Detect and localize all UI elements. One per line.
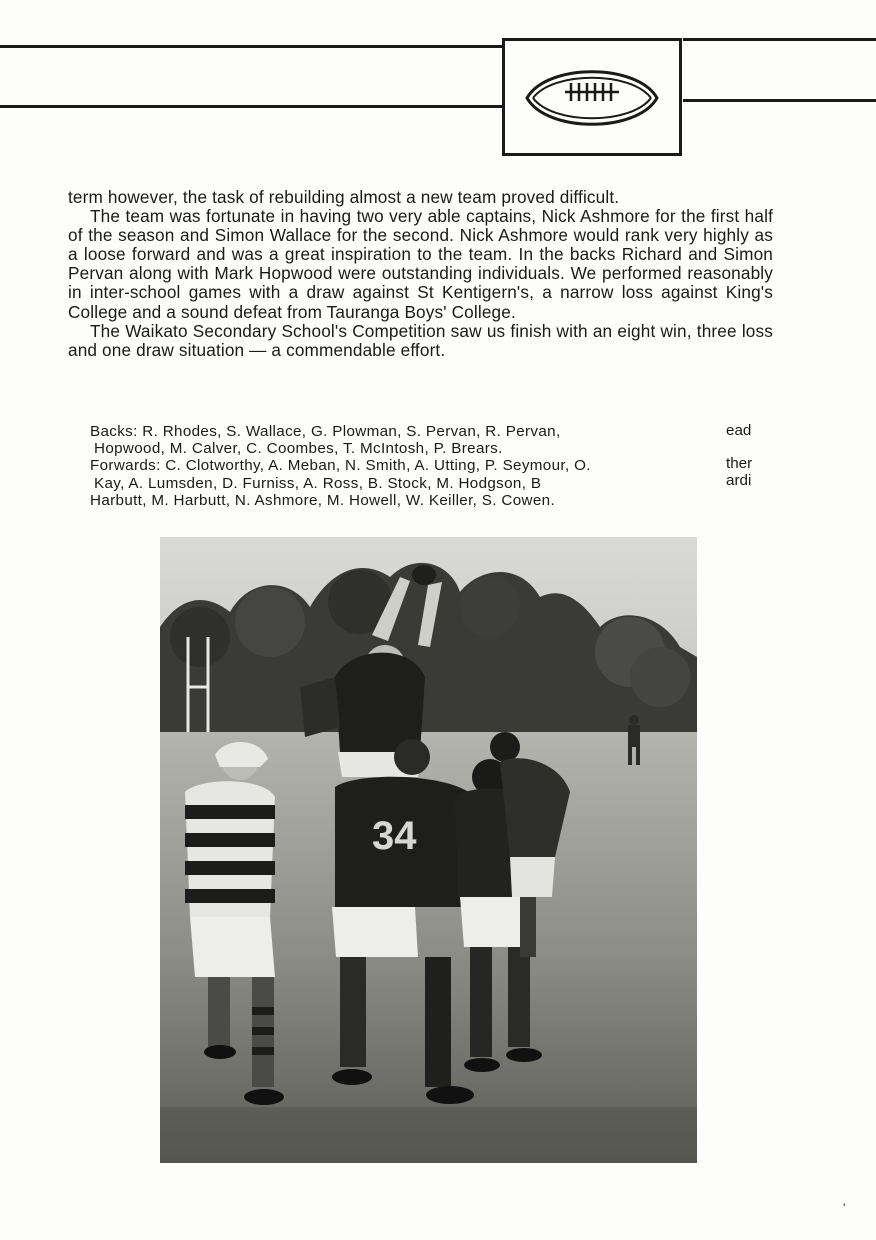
margin-text-fragment: ther <box>726 455 753 472</box>
photo-illustration <box>160 537 697 1163</box>
roster-backs-line: Backs: R. Rhodes, S. Wallace, G. Plowman, S. Pervan, R. Pervan, <box>90 423 561 440</box>
article-paragraph: The Waikato Secondary School's Competition saw us finish with an eight win, three loss and one draw situation — a commendable effort. <box>68 320 773 360</box>
article-paragraph: term however, the task of rebuilding almost a new team proved difficult. <box>68 187 620 207</box>
roster-backs-line: Hopwood, M. Calver, C. Coombes, T. McIntosh, P. Brears. <box>94 440 503 458</box>
margin-text-fragment: ardi <box>726 472 752 489</box>
margin-text-fragment: ead <box>726 422 752 439</box>
header-rule-top-right <box>683 38 876 41</box>
rugby-lineout-photo <box>160 537 697 1163</box>
jersey-number: 34 <box>372 814 417 858</box>
header-rule-bottom-right <box>683 99 876 102</box>
header-rule-top-left <box>0 45 503 48</box>
roster-forwards-line: Forwards: C. Clotworthy, A. Meban, N. Smith, A. Utting, P. Seymour, O. <box>90 457 591 475</box>
article-paragraph: The team was fortunate in having two very able captains, Nick Ashmore for the first half of the season and Simon Wallace for the second. Nick Ashmore would rank very highly as a loose forward and was a great inspiration to the team. In the backs Richard and Simon Pervan along with Mark Hopwood were outstanding individuals. We performed reasonably in inter-school games with a draw against St Kentigern's, a narrow loss against King's College and a sound defeat from Tauranga Boys' College. <box>68 206 773 322</box>
rugby-ball-icon <box>523 59 661 137</box>
roster-forwards-line: Harbutt, M. Harbutt, N. Ashmore, M. Howell, W. Keiller, S. Cowen. <box>90 491 556 509</box>
page-mark: ' <box>843 1201 846 1215</box>
header-rule-bottom-left <box>0 105 503 108</box>
rugby-ball <box>412 565 436 585</box>
section-emblem <box>502 38 682 156</box>
roster-forwards-line: Kay, A. Lumsden, D. Furniss, A. Ross, B. Stock, M. Hodgson, B <box>94 474 542 492</box>
article-body <box>68 188 773 360</box>
field-shadow <box>160 1107 697 1163</box>
team-roster <box>90 423 690 509</box>
